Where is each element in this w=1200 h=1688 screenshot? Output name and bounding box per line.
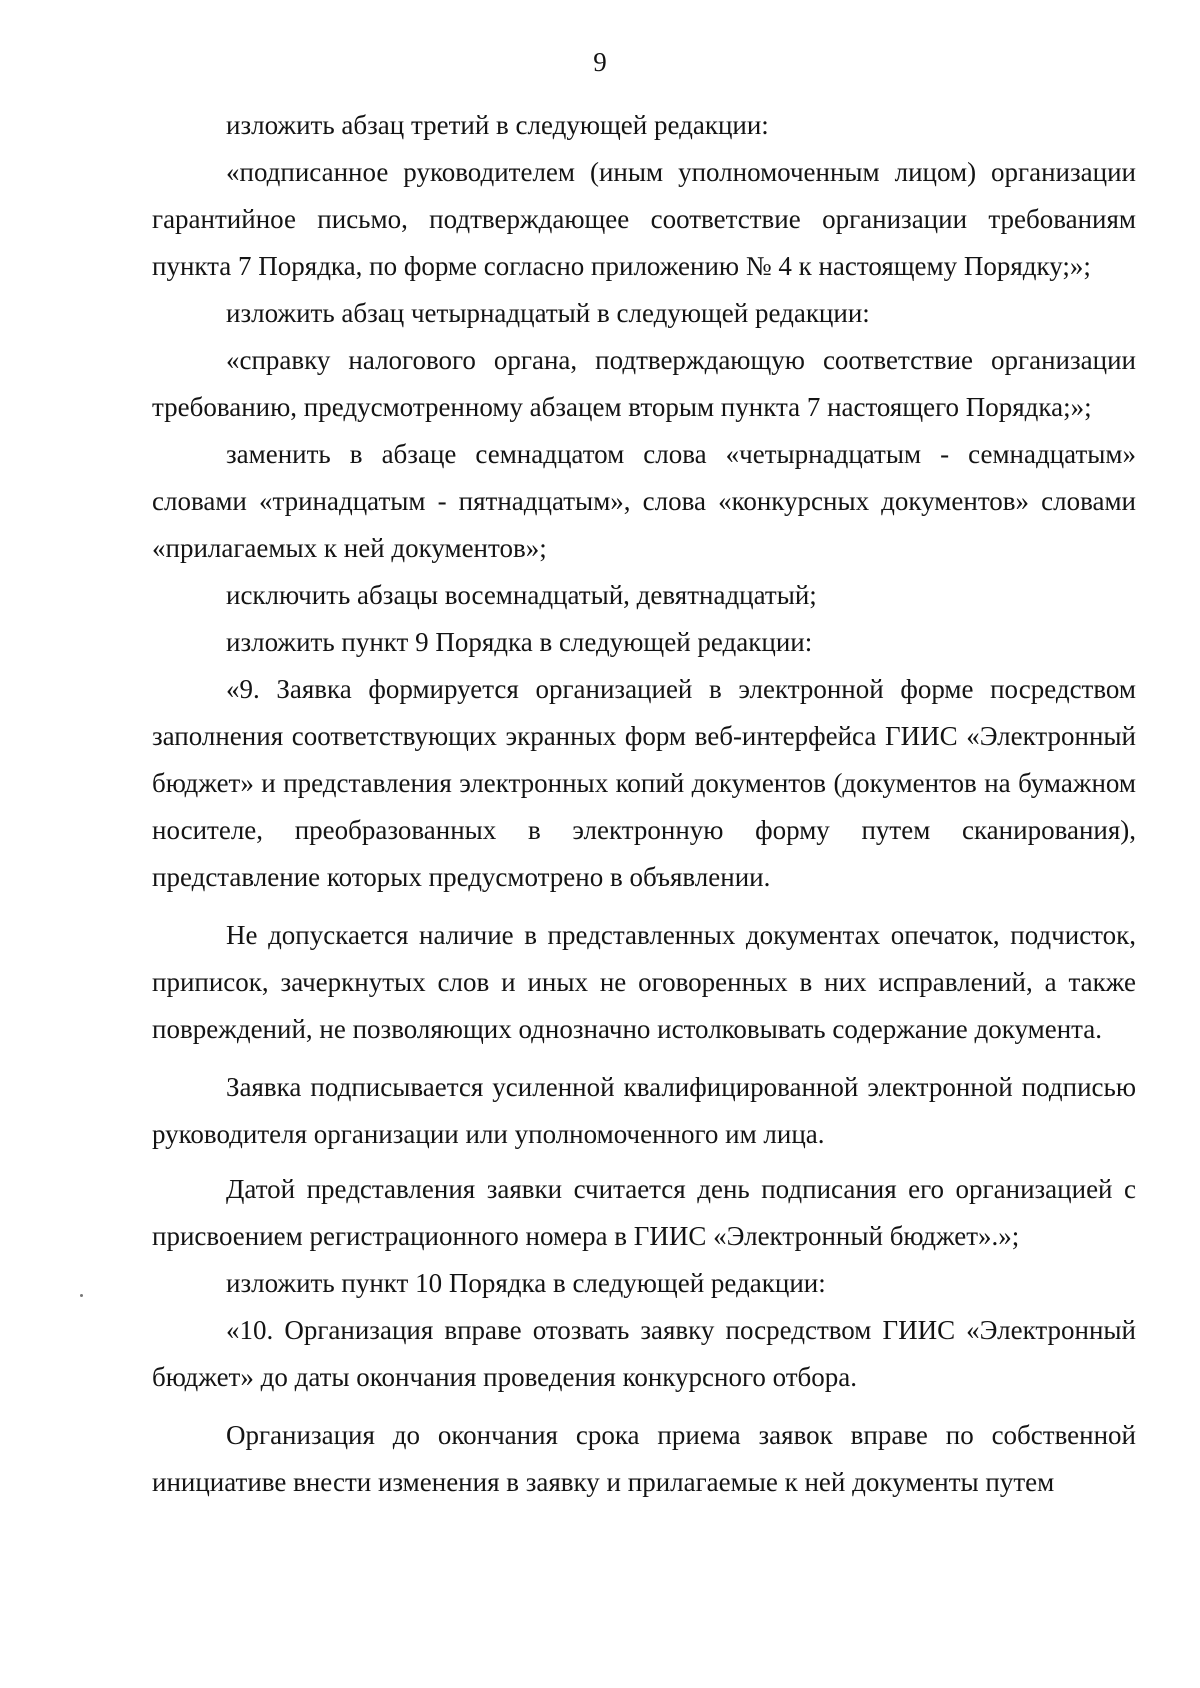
scan-speck (80, 1294, 83, 1297)
paragraph-8: «9. Заявка формируется организацией в электронной форме посредством заполнения соответствующих экранных форм веб-интерфейса ГИИС «Электронный бюджет» и представления электронных копий документов (документов на бумажном носителе, преобразованных в электронную форму путем сканирования), представление которых предусмотрено в объявлении. (152, 674, 1136, 892)
paragraph-13: «10. Организация вправе отозвать заявку посредством ГИИС «Электронный бюджет» до даты окончания проведения конкурсного отбора. (152, 1315, 1136, 1392)
paragraph-3: изложить абзац четырнадцатый в следующей редакции: (226, 298, 870, 328)
paragraph-11: Датой представления заявки считается день подписания его организацией с присвоением регистрационного номера в ГИИС «Электронный бюджет».»; (152, 1174, 1136, 1251)
paragraph-10: Заявка подписывается усиленной квалифицированной электронной подписью руководителя организации или уполномоченного им лица. (152, 1072, 1136, 1149)
paragraph-9: Не допускается наличие в представленных документах опечаток, подчисток, приписок, зачеркнутых слов и иных не оговоренных в них исправлений, а также повреждений, не позволяющих однозначно истолковывать содержание документа. (152, 920, 1136, 1044)
paragraph-14: Организация до окончания срока приема заявок вправе по собственной инициативе внести изменения в заявку и прилагаемые к ней документы путем (152, 1420, 1136, 1497)
paragraph-12: изложить пункт 10 Порядка в следующей редакции: (226, 1268, 826, 1298)
paragraph-1: изложить абзац третий в следующей редакции: (226, 110, 769, 140)
document-body (152, 102, 1136, 1506)
paragraph-5: заменить в абзаце семнадцатом слова «четырнадцатым - семнадцатым» словами «тринадцатым - пятнадцатым», слова «конкурсных документов» словами «прилагаемых к ней документов»; (152, 439, 1136, 563)
paragraph-2: «подписанное руководителем (иным уполномоченным лицом) организации гарантийное письмо, подтверждающее соответствие организации требованиям пункта 7 Порядка, по форме согласно приложению № 4 к настоящему Порядку;»; (152, 157, 1136, 281)
paragraph-6: исключить абзацы восемнадцатый, девятнадцатый; (226, 580, 817, 610)
page-number: 9 (593, 47, 607, 77)
paragraph-7: изложить пункт 9 Порядка в следующей редакции: (226, 627, 813, 657)
paragraph-4: «справку налогового органа, подтверждающую соответствие организации требованию, предусмотренному абзацем вторым пункта 7 настоящего Порядка;»; (152, 345, 1136, 422)
